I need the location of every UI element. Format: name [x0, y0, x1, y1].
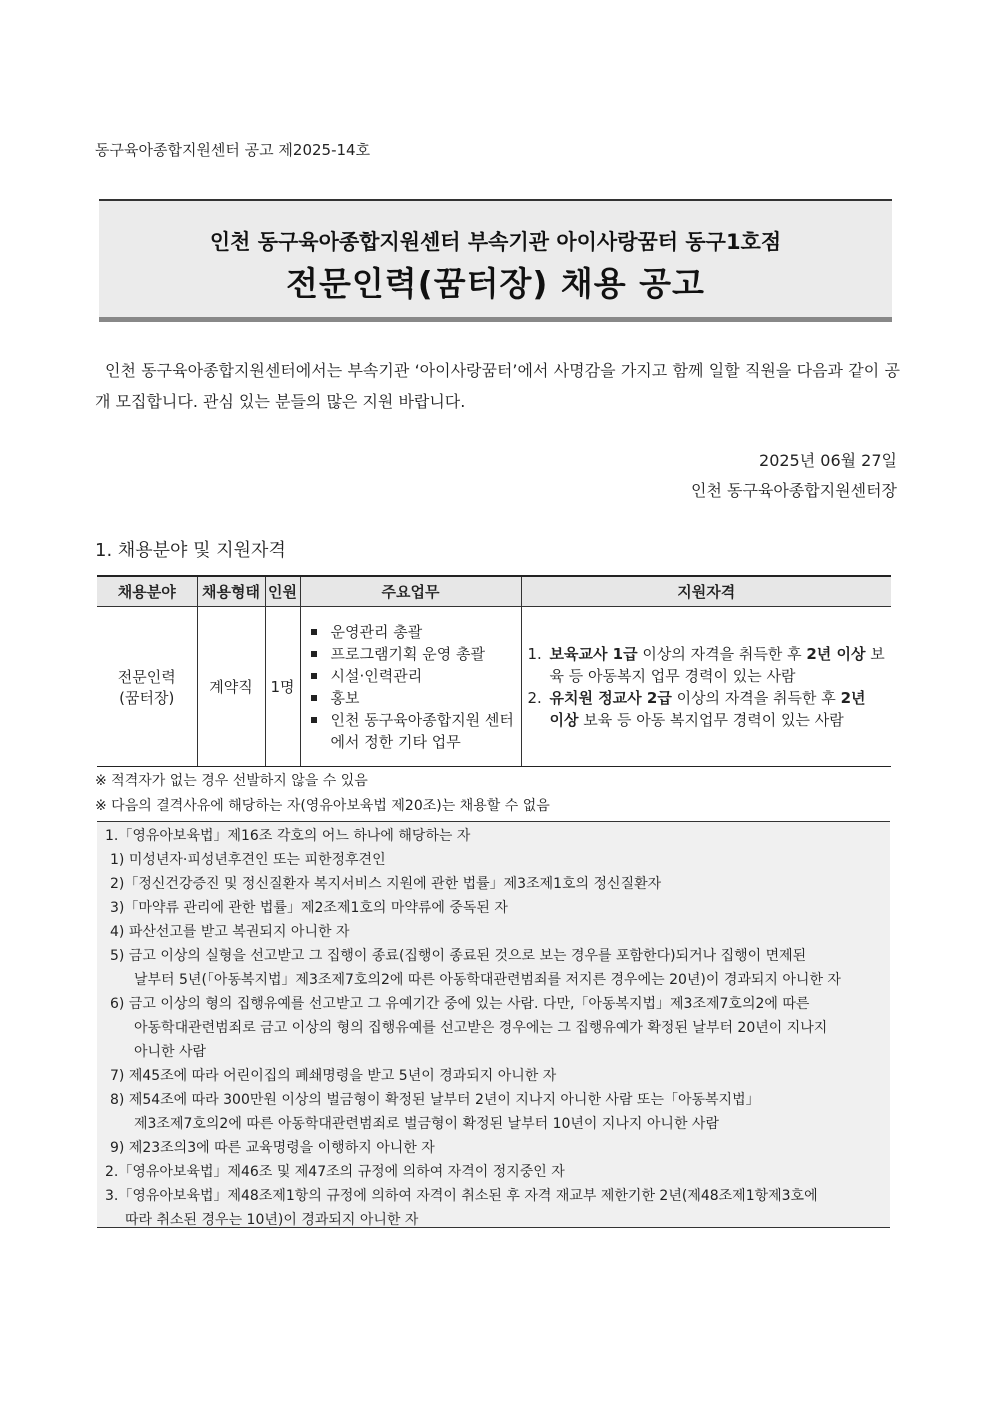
header-count: 인원 — [265, 576, 300, 607]
disqualification-line: 따라 취소된 경우는 10년)이 경과되지 아니한 자 — [125, 1212, 419, 1228]
cell-field — [97, 607, 197, 767]
announcement-date: 2025년 06월 27일 — [759, 451, 897, 470]
duty-item: 운영관리 총괄 — [309, 621, 515, 643]
disqualification-line: 3.「영유아보육법」제48조제1항의 규정에 의하여 자격이 취소된 후 자격 재교부 제한기한 2년(제48조제1항제3호에 — [105, 1188, 818, 1204]
header-duties: 주요업무 — [300, 576, 521, 607]
qualification-number: 1. — [527, 644, 542, 663]
disqualification-line: 2)「정신건강증진 및 정신질환자 복지서비스 지원에 관한 법률」제3조제1호의 정신질환자 — [110, 876, 662, 892]
section-title-recruitment: 1. 채용분야 및 지원자격 — [95, 540, 286, 561]
disqualification-line: 4) 파산선고를 받고 복권되지 아니한 자 — [110, 924, 350, 940]
cell-type: 계약직 — [197, 607, 265, 767]
header-type: 채용형태 — [197, 576, 265, 607]
disqualification-line: 3)「마약류 관리에 관한 법률」제2조제1호의 마약류에 중독된 자 — [110, 900, 508, 916]
note-no-selection: ※ 적격자가 없는 경우 선발하지 않을 수 있음 — [95, 773, 368, 789]
note-disqualification: ※ 다음의 결격사유에 해당하는 자(영유아보육법 제20조)는 채용할 수 없음 — [95, 798, 550, 814]
duty-item: 홍보 — [309, 687, 515, 709]
qualification-years: 2년 이상 — [806, 644, 866, 663]
intro-paragraph: 인천 동구육아종합지원센터에서는 부속기관 ‘아이사랑꿈터’에서 사명감을 가지고 함께 일할 직원을 다음과 같이 공개 모집합니다. 관심 있는 분들의 많은 지원 바랍니다. — [95, 361, 900, 411]
qualifications-list — [522, 643, 892, 731]
qualification-item — [528, 643, 886, 687]
qualification-license: 보육교사 1급 — [549, 644, 638, 663]
qualification-text: 이상의 자격을 취득한 후 — [671, 688, 841, 707]
qualification-license: 유치원 정교사 2급 — [549, 688, 672, 707]
cell-qualifications — [521, 607, 891, 767]
qualification-years: 2년 이상 — [549, 688, 866, 729]
page-title: 전문인력(꿈터장) 채용 공고 — [286, 264, 705, 303]
qualification-text: 보육 등 아동복지 업무 경력이 있는 사람 — [549, 644, 885, 685]
duties-list — [301, 621, 521, 753]
field-line2: (꿈터장) — [119, 688, 175, 707]
title-box — [99, 199, 892, 318]
title-subtitle: 인천 동구육아종합지원센터 부속기관 아이사랑꿈터 동구1호점 — [209, 230, 782, 254]
disqualification-box — [97, 821, 890, 1228]
disqualification-line: 8) 제54조에 따라 300만원 이상의 벌금형이 확정된 날부터 2년이 지나지 아니한 사람 또는「아동복지법」 — [110, 1092, 760, 1108]
disqualification-line: 아니한 사람 — [134, 1044, 207, 1060]
cell-count: 1명 — [265, 607, 300, 767]
header-field: 채용분야 — [97, 576, 197, 607]
disqualification-line: 5) 금고 이상의 실형을 선고받고 그 집행이 종료(집행이 종료된 것으로 보는 경우를 포함한다)되거나 집행이 면제된 — [110, 948, 807, 964]
disqualification-line: 1) 미성년자·피성년후견인 또는 피한정후견인 — [110, 852, 386, 868]
recruitment-table — [97, 575, 891, 767]
table-header-row — [97, 576, 891, 607]
disqualification-line: 6) 금고 이상의 형의 집행유예를 선고받고 그 유예기간 중에 있는 사람. 다만,「아동복지법」제3조제7호의2에 따른 — [110, 996, 810, 1012]
sender-name: 인천 동구육아종합지원센터장 — [690, 481, 897, 500]
disqualification-line: 2.「영유아보육법」제46조 및 제47조의 규정에 의하여 자격이 정지중인 자 — [105, 1164, 565, 1180]
field-line1: 전문인력 — [117, 667, 176, 686]
notice-number: 동구육아종합지원센터 공고 제2025-14호 — [95, 141, 371, 159]
duty-item: 시설·인력관리 — [309, 665, 515, 687]
disqualification-line: 제3조제7호의2에 따른 아동학대관련범죄로 벌금형이 확정된 날부터 10년이 지나지 아니한 사람 — [134, 1116, 719, 1132]
header-qualifications: 지원자격 — [521, 576, 891, 607]
disqualification-line: 날부터 5년(「아동복지법」제3조제7호의2에 따른 아동학대관련범죄를 저지른 경우에는 20년)이 경과되지 아니한 자 — [134, 972, 841, 988]
qualification-text: 보육 등 아동 복지업무 경력이 있는 사람 — [578, 710, 844, 729]
qualification-item — [528, 687, 886, 731]
qualification-number: 2. — [527, 688, 542, 707]
duty-item: 인천 동구육아종합지원 센터에서 정한 기타 업무 — [309, 709, 515, 753]
cell-duties — [300, 607, 521, 767]
qualification-text: 이상의 자격을 취득한 후 — [637, 644, 807, 663]
disqualification-line: 아동학대관련범죄로 금고 이상의 형의 집행유예를 선고받은 경우에는 그 집행유예가 확정된 날부터 20년이 지나지 — [134, 1020, 828, 1036]
duty-item: 프로그램기획 운영 총괄 — [309, 643, 515, 665]
disqualification-line: 9) 제23조의3에 따른 교육명령을 이행하지 아니한 자 — [110, 1140, 435, 1156]
disqualification-line: 1.「영유아보육법」제16조 각호의 어느 하나에 해당하는 자 — [105, 828, 471, 844]
table-row — [97, 607, 891, 767]
disqualification-line: 7) 제45조에 따라 어린이집의 폐쇄명령을 받고 5년이 경과되지 아니한 자 — [110, 1068, 557, 1084]
